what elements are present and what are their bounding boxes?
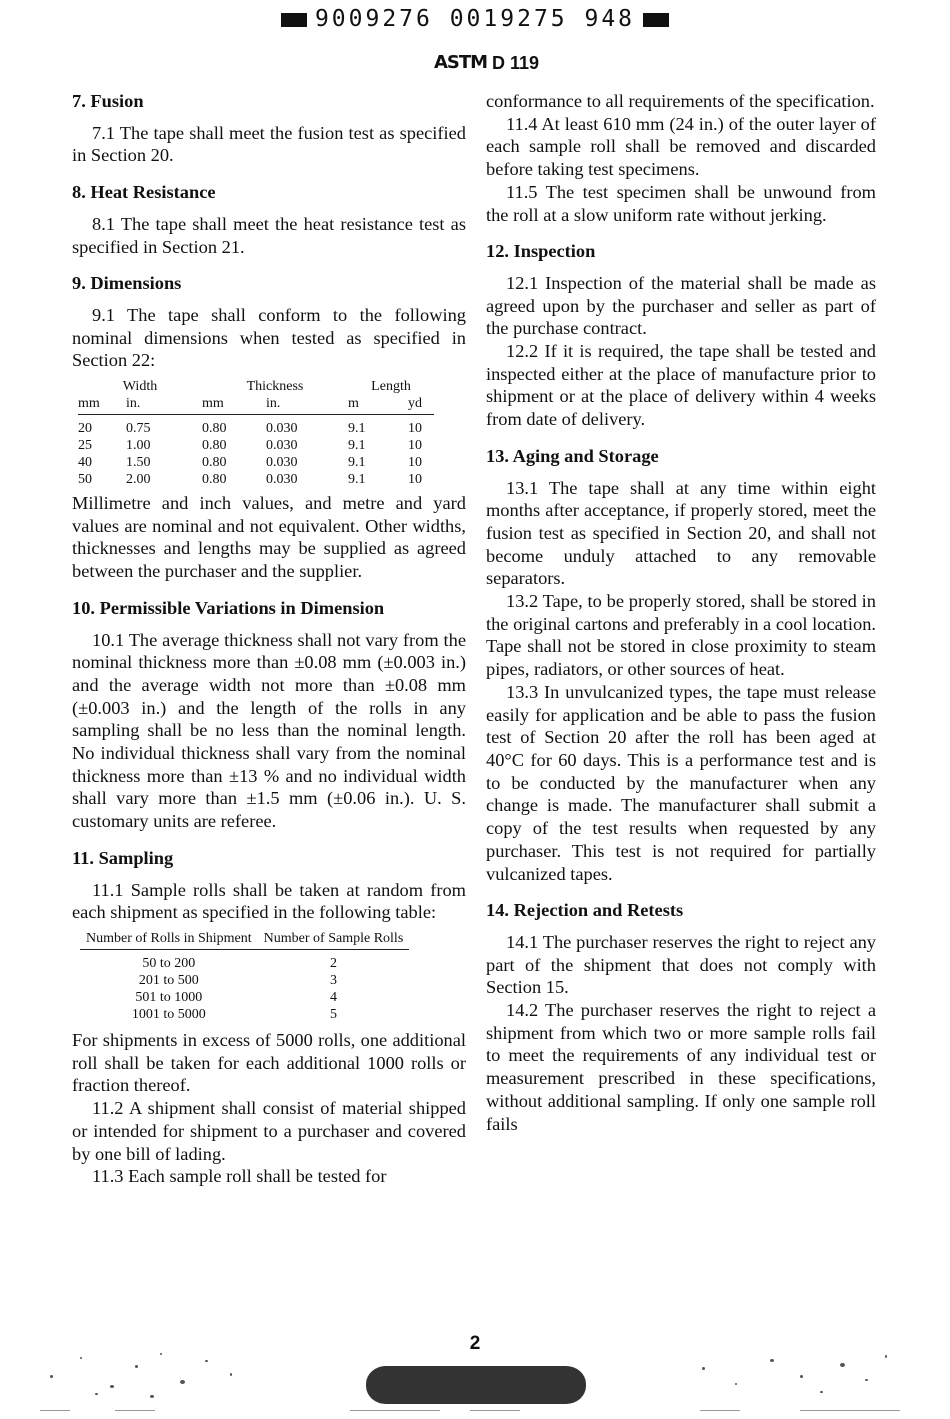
col-group-thickness: Thickness: [246, 379, 304, 395]
section-9-heading: 9. Dimensions: [72, 273, 182, 294]
paragraph-13-1: 13.1 The tape shall at any time within eight months after acceptance, if properly stored, meet the fusion test as specified in Section 20, and shall not become unduly attached to any removable separators.: [486, 477, 876, 589]
table-cell: 2: [329, 955, 337, 971]
section-12-heading: 12. Inspection: [486, 241, 596, 262]
unit-header: in.: [126, 395, 202, 415]
table-cell: 0.80: [202, 455, 227, 471]
paragraph-11-3-cont: conformance to all requirements of the specification.: [486, 91, 875, 111]
paragraph-14-1: 14.1 The purchaser reserves the right to reject any part of the shipment that does not comply with Section 15.: [486, 931, 876, 998]
sampling-header-sample: Number of Sample Rolls: [258, 930, 410, 950]
unit-header: mm: [78, 395, 126, 415]
section-11-heading: 11. Sampling: [72, 847, 174, 868]
section-7-heading: 7. Fusion: [72, 91, 144, 111]
paragraph-9-note: Millimetre and inch values, and metre and yard values are nominal and not equivalent. Other widths, thicknesses and lengths may be supplied as agreed between the purchaser and the supplier.: [72, 493, 466, 582]
table-row: [80, 989, 409, 1006]
paragraph-10-1: 10.1 The average thickness shall not vary from the nominal thickness more than ±0.08 mm (±0.003 in.) and the average width not more than ±0.08 mm (±0.003 in.) and the length of the rolls in any sampling shall be no less than the nominal length. No individual thickness shall vary from the nominal thickness more than ±13 % and no individual width shall vary more than ±1.5 mm (±0.06 in.). U. S. customary units are referee.: [72, 629, 466, 832]
table-row: [78, 437, 434, 454]
table-cell: 4: [329, 989, 337, 1005]
table-cell: 20: [78, 421, 92, 437]
table-cell: 0.75: [126, 421, 151, 437]
scan-line: [350, 1410, 440, 1411]
table-cell: 10: [408, 455, 422, 471]
paragraph-11-3: 11.3 Each sample roll shall be tested for: [92, 1166, 387, 1187]
scan-noise-left: [40, 1345, 260, 1405]
paragraph-13-3: 13.3 In unvulcanized types, the tape must release easily for application and be able to pass the fusion test of Section 20 after the roll has been aged at 40°C for 60 days. This is a performance test and is to be conducted by the manufacturer when any change is made. The manufacturer shall submit a copy of the test results when requested by any purchaser. This test is not required for partially vulcanized tapes.: [486, 681, 876, 884]
table-cell: 1.00: [126, 438, 151, 454]
table-cell: 501 to 1000: [135, 989, 203, 1005]
table-cell: 1.50: [126, 455, 151, 471]
barcode-text: 9009276 0019275 948: [314, 6, 636, 32]
paragraph-11-1: 11.1 Sample rolls shall be taken at random from each shipment as specified in the following table:: [72, 879, 466, 923]
paragraph-8-1: 8.1 The tape shall meet the heat resistance test as specified in Section 21.: [72, 213, 466, 257]
table-cell: 0.030: [266, 421, 298, 437]
designation: D 119: [492, 53, 540, 73]
unit-header: yd: [408, 395, 434, 415]
table-cell: 9.1: [348, 455, 366, 471]
paragraph-11-2: 11.2 A shipment shall consist of material shipped or intended for shipment to a purchaser and covered by one bill of lading.: [72, 1098, 466, 1164]
table-row: [80, 972, 409, 989]
table-row: [80, 1006, 409, 1023]
table-cell: 0.030: [266, 438, 298, 454]
table-cell: 1001 to 5000: [131, 1006, 206, 1022]
table-cell: 0.80: [202, 438, 227, 454]
paragraph-12-2: 12.2 If it is required, the tape shall be tested and inspected either at the place of manufacture prior to shipment or at the place of delivery within 4 weeks from date of delivery.: [486, 341, 876, 430]
table-cell: 25: [78, 438, 92, 454]
section-8-heading: 8. Heat Resistance: [72, 182, 216, 203]
table-cell: 201 to 500: [138, 972, 199, 988]
table-row: [80, 949, 409, 972]
table-cell: 40: [78, 455, 92, 471]
paragraph-11-4: 11.4 At least 610 mm (24 in.) of the outer layer of each sample roll shall be removed and discarded before taking test specimens.: [486, 113, 876, 180]
table-cell: 50 to 200: [142, 955, 196, 971]
paragraph-11-note: For shipments in excess of 5000 rolls, one additional roll shall be taken for each additional 1000 rolls or fraction thereof.: [72, 1029, 466, 1096]
paragraph-9-1: 9.1 The tape shall conform to the following nominal dimensions when tested as specified in Section 22:: [72, 304, 466, 371]
table-cell: 3: [329, 972, 337, 988]
table-cell: 9.1: [348, 421, 366, 437]
scan-smudge: [366, 1366, 586, 1404]
unit-header: m: [348, 395, 408, 415]
table-cell: 0.030: [266, 472, 298, 488]
col-group-width: Width: [122, 379, 158, 395]
scan-line: [115, 1410, 155, 1411]
table-cell: 9.1: [348, 438, 366, 454]
sampling-table: [80, 930, 409, 1023]
table-row: [78, 454, 434, 471]
right-column: [486, 90, 876, 1135]
table-cell: 10: [408, 438, 422, 454]
table-cell: 2.00: [126, 472, 151, 488]
paragraph-13-2: 13.2 Tape, to be properly stored, shall be stored in the original cartons and preferably in a cool location. Tape shall not be stored in close proximity to steam pipes, radiators, or other sources of heat.: [486, 591, 876, 680]
table-cell: 0.80: [202, 421, 227, 437]
table-cell: 0.80: [202, 472, 227, 488]
header-barcode: [0, 6, 950, 32]
scan-line: [40, 1410, 70, 1411]
left-column: [72, 90, 466, 1188]
barcode-block-left: [281, 13, 307, 27]
scan-line: [470, 1410, 520, 1411]
section-10-heading: 10. Permissible Variations in Dimension: [72, 597, 385, 618]
paragraph-14-2: 14.2 The purchaser reserves the right to reject a shipment from which two or more sample rolls fail to meet the requirements of any individual test or measurement prescribed in these specifications, without additional sampling. If only one sample roll fails: [486, 1000, 876, 1134]
paragraph-11-5: 11.5 The test specimen shall be unwound from the roll at a slow uniform rate without jerking.: [486, 181, 876, 225]
scan-line: [700, 1410, 740, 1411]
table-row: [78, 471, 434, 488]
unit-header: mm: [202, 395, 266, 415]
table-cell: 5: [329, 1006, 337, 1022]
section-13-heading: 13. Aging and Storage: [486, 445, 659, 466]
barcode-block-right: [643, 13, 669, 27]
table-cell: 50: [78, 472, 92, 488]
scan-noise-right: [690, 1345, 900, 1405]
section-14-heading: 14. Rejection and Retests: [486, 900, 684, 921]
table-cell: 9.1: [348, 472, 366, 488]
scan-line: [800, 1410, 900, 1411]
table-cell: 0.030: [266, 455, 298, 471]
table-cell: 10: [408, 421, 422, 437]
table-row: [78, 415, 434, 438]
paragraph-7-1: 7.1 The tape shall meet the fusion test as specified in Section 20.: [72, 122, 466, 166]
paragraph-12-1: 12.1 Inspection of the material shall be made as agreed upon by the purchaser and seller as part of the purchase contract.: [486, 272, 876, 339]
sampling-header-rolls: Number of Rolls in Shipment: [80, 930, 258, 950]
col-group-length: Length: [371, 379, 411, 395]
table-cell: 10: [408, 472, 422, 488]
unit-header: in.: [266, 395, 348, 415]
astm-logo: ASTM: [434, 52, 488, 73]
page-number: 2: [469, 1333, 481, 1354]
dimensions-table: [78, 378, 434, 488]
